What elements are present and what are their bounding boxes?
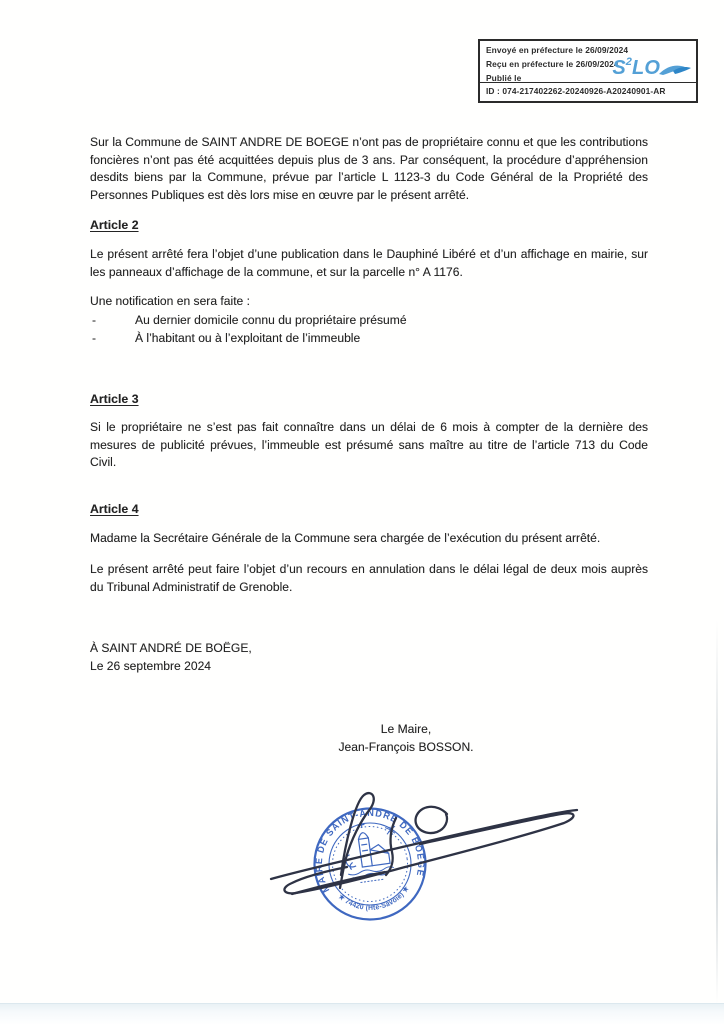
received-in-prefecture-line: Reçu en préfecture le 26/09/2024 [486,59,619,69]
published-line: Publié le [486,73,522,83]
signatory-title: Le Maire, [380,722,432,736]
stamp-arc-bottom-text: ★ 74420 (Hte-Savoie) ★ [336,883,412,912]
list-item-dash: - [92,313,97,327]
sent-to-prefecture-line: Envoyé en préfecture le 26/09/2024 [486,45,629,55]
signatory-name: Jean-François BOSSON. [338,740,474,754]
notification-list-intro: Une notification en sera faite : [90,294,251,308]
slo-logo-exponent: 2 [625,56,633,68]
notification-list [90,311,648,347]
slo-logo-lo: LO [632,57,660,79]
signature-block [300,720,512,756]
date-line: Le 26 septembre 2024 [90,659,212,673]
place-line: À SAINT ANDRÉ DE BOËGE, [90,641,252,655]
intro-paragraph: Sur la Commune de SAINT ANDRE DE BOEGE n’ont pas de propriétaire connu et que les contributions foncières n’ont pas été acquittées depuis plus de 3 ans. Par conséquent, la procédure d’appréhension desdits biens par la Commune, prévue par l’article L 1123-3 du Code Général de la Propriété des Personnes Publiques est dès lors mise en œuvre par le présent arrêté. [90,135,648,202]
slo-bird-swoosh-icon [658,63,692,78]
slo-logo [612,58,692,78]
place-date-block [90,639,648,675]
article-4-title: Article 4 [90,502,139,516]
article-3-title: Article 3 [90,392,139,406]
slo-logo-s: S [612,57,626,79]
prefecture-transmission-stamp [478,39,698,103]
scan-page-bottom-edge [0,1003,724,1024]
list-item [90,311,648,329]
article-2-title: Article 2 [90,218,139,232]
article-2-heading [90,217,648,235]
article-4-paragraph-1: Madame la Secrétaire Générale de la Commune sera chargée de l’exécution du présent arrêté. [90,531,601,545]
article-4-paragraph-2: Le présent arrêté peut faire l’objet d’un recours en annulation dans le délai légal de deux mois auprès du Tribunal Administratif de Grenoble. [90,562,648,594]
article-2-paragraph: Le présent arrêté fera l’objet d’une publication dans le Dauphiné Libéré et d’un affichage en mairie, sur les panneaux d’affichage de la commune, et sur la parcelle n° A 1176. [90,247,648,279]
list-item-text: Au dernier domicile connu du propriétaire présumé [135,313,407,327]
stamp-arc-top-text: MAIRE DE SAINT-ANDRÉ DE BOËGE [312,806,428,895]
scan-page-right-edge [716,620,718,1004]
article-3-heading [90,391,648,409]
stamp-and-signature [255,772,601,948]
list-item-text: À l’habitant ou à l’exploitant de l’immeuble [135,331,361,345]
list-item-dash: - [92,331,97,345]
list-item [90,329,648,347]
article-4-heading [90,501,648,519]
article-3-paragraph: Si le propriétaire ne s’est pas fait connaître dans un délai de 6 mois à compter de la dernière des mesures de publicité prévues, l’immeuble est présumé sans maître au titre de l’article 713 du Code Civil. [90,420,648,470]
transmission-id: ID : 074-217402262-20240926-A20240901-AR [480,82,696,101]
